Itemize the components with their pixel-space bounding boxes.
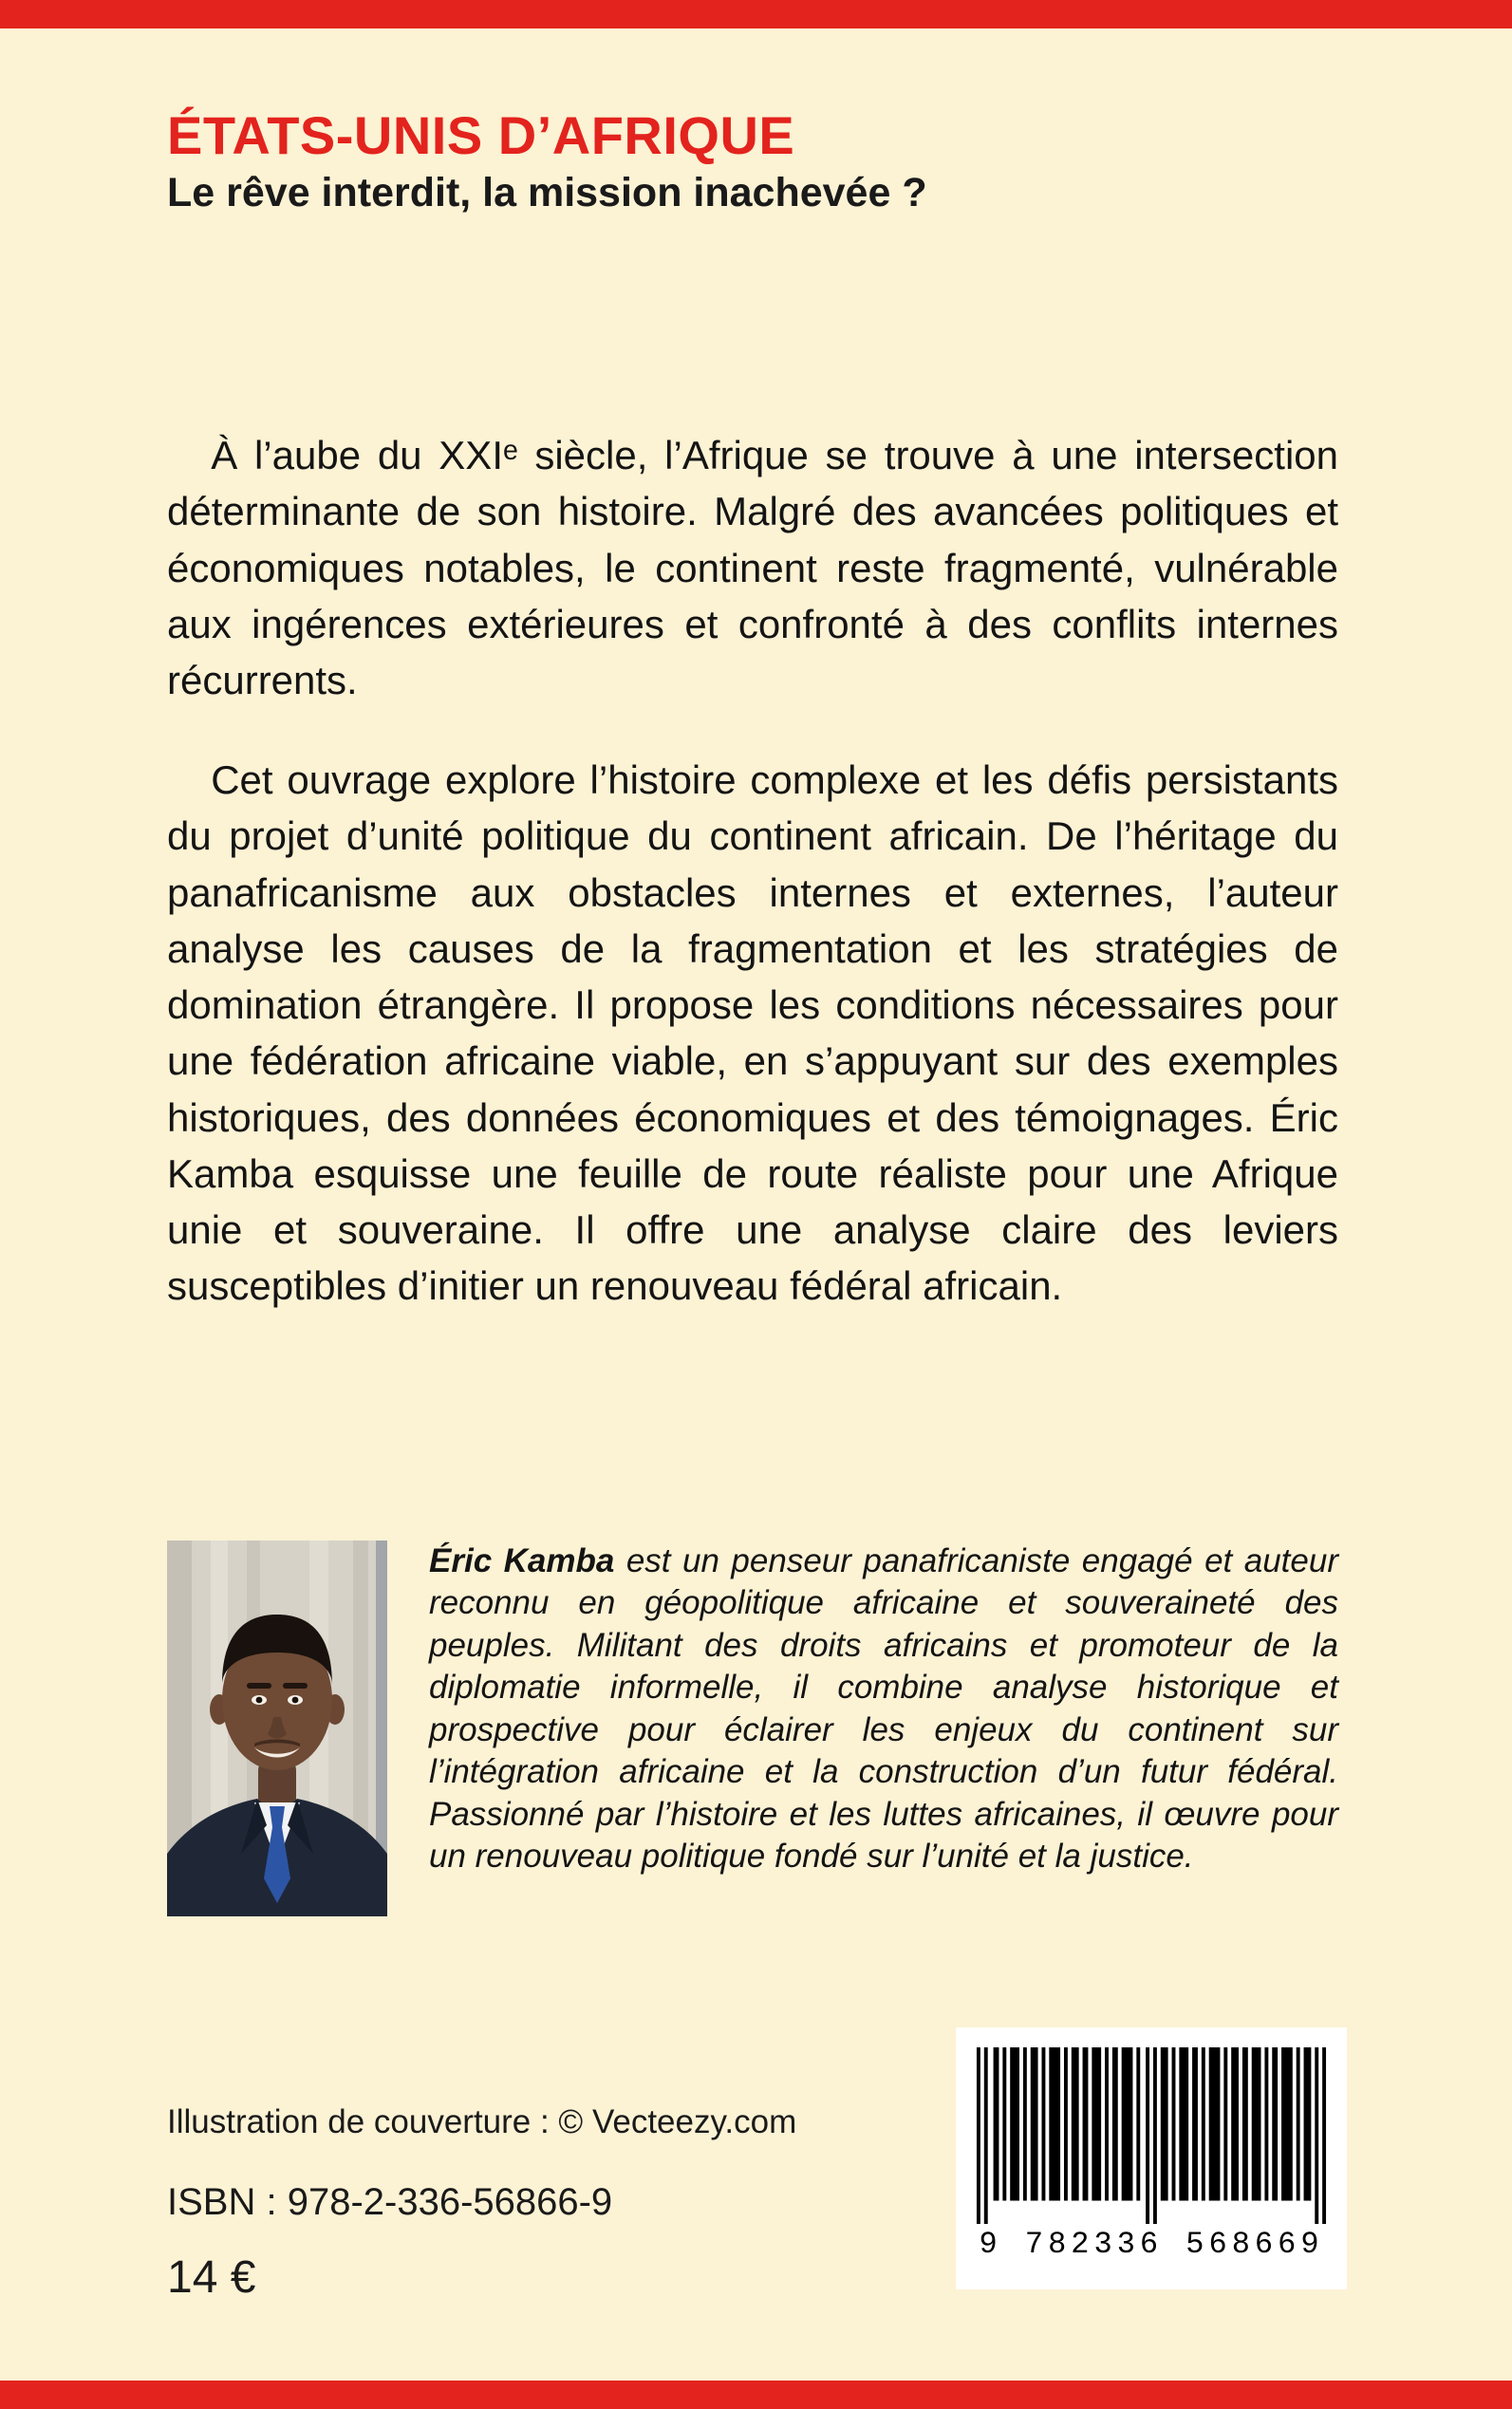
book-title: ÉTATS-UNIS D’AFRIQUE [167,105,795,165]
illustration-credit: Illustration de couverture : © Vecteezy.com [167,2103,797,2140]
bottom-red-bar [0,2381,1512,2409]
back-cover-content [167,28,1338,1314]
book-subtitle: Le rêve interdit, la mission inachevée ? [167,169,927,215]
author-name: Éric Kamba [429,1542,615,1579]
synopsis-paragraph-1: À l’aube du XXIᵉ siècle, l’Afrique se trouve à une intersection déterminante de son histoire. Malgré des avancées politiques et économiques notables, le continent reste fragmenté, vulnérable aux ingérences extérieures et confronté à des conflits internes récurrents. [167,433,1338,703]
synopsis-paragraph-2: Cet ouvrage explore l’histoire complexe et les défis persistants du projet d’unité politique du continent africain. De l’héritage du panafricanisme aux obstacles internes et externes, l’auteur analyse les causes de la fragmentation et les stratégies de domination étrangère. Il propose les conditions nécessaires pour une fédération africaine viable, en s’appuyant sur des exemples historiques, des données économiques et des témoignages. Éric Kamba esquisse une feuille de route réaliste pour une Afrique unie et souveraine. Il offre une analyse claire des leviers susceptibles d’initier un renouveau fédéral africain. [167,757,1338,1309]
author-section [167,1541,1338,1916]
barcode [956,2027,1347,2289]
author-photo [167,1541,387,1916]
barcode-number: 9 782336 568669 [979,2227,1324,2262]
author-portrait-illustration [167,1541,387,1916]
isbn-text: ISBN : 978-2-336-56866-9 [167,2181,613,2223]
price-text: 14 € [167,2252,256,2303]
author-bio [429,1541,1338,1878]
author-bio-text: est un penseur panafricaniste engagé et auteur reconnu en géopolitique africaine et souveraineté des peuples. Militant des droits africains et promoteur de la diplomatie informelle, il combine analyse historique et prospective pour éclairer les enjeux du continent sur l’intégration africaine et la construction d’un futur fédéral. Passionné par l’histoire et les luttes africaines, il œuvre pour un renouveau politique fondé sur l’unité et la justice. [429,1542,1338,1876]
barcode-bars [975,2046,1328,2225]
synopsis [167,427,1338,1314]
top-red-bar [0,0,1512,28]
